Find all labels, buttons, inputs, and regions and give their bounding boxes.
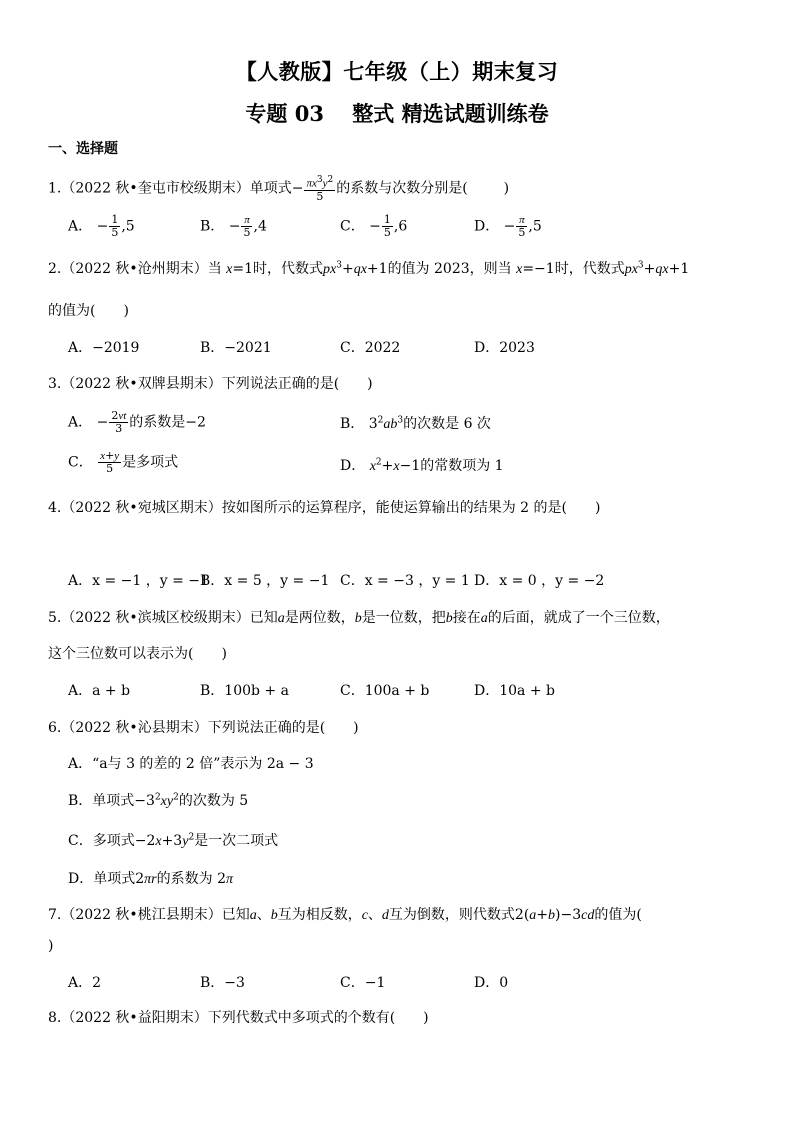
question-5-option-a[interactable]: A．a + b xyxy=(68,683,131,699)
question-2-option-a[interactable]: A．−2019 xyxy=(68,340,140,356)
question-7-option-c[interactable]: C．−1 xyxy=(340,975,386,991)
question-2-line-2: 的值为( ) xyxy=(48,303,129,319)
question-1-option-d[interactable]: D． − $\frac{\pi}{5}$ ,5 xyxy=(474,214,542,239)
question-7-line-2: ) xyxy=(48,938,54,954)
question-3-option-b[interactable]: B． $3^2ab^3$的次数是 6 次 xyxy=(340,415,491,432)
question-4-option-c[interactable]: C．x = −3 ，y = 1 xyxy=(340,573,470,589)
question-6-option-a[interactable]: A．“a与 3 的差的 2 倍”表示为 2a − 3 xyxy=(68,756,314,772)
question-5-option-c[interactable]: C．100a + b xyxy=(340,683,430,699)
question-6-option-b[interactable]: B．单项式$-3^2xy^2$的次数为 5 xyxy=(68,792,249,809)
question-5-option-b[interactable]: B．100b + a xyxy=(200,683,289,699)
question-4: 4.（2022 秋•宛城区期末）按如图所示的运算程序，能使运算输出的结果为 2 的是( ) xyxy=(48,500,601,516)
question-4-option-b[interactable]: B．x = 5 ，y = −1 xyxy=(200,573,330,589)
question-5: 5.（2022 秋•滨城区校级期末）已知a是两位数，b是一位数，把b接在a的后面，就成了一个三位数， xyxy=(48,610,670,626)
question-7-option-a[interactable]: A．2 xyxy=(68,975,102,991)
question-3-option-a[interactable]: A． − $\frac{2vt}{3}$ 的系数是−2 xyxy=(68,409,206,435)
question-5-option-d[interactable]: D．10a + b xyxy=(474,683,555,699)
question-2: 2.（2022 秋•沧州期末）当 x=1时，代数式$px^3+qx+1$的值为 2023，则当 x=−1时，代数式$px^3+qx+1$ xyxy=(48,260,690,277)
question-7-option-d[interactable]: D．0 xyxy=(474,975,509,991)
question-2-option-b[interactable]: B．−2021 xyxy=(200,340,272,356)
question-7: 7.（2022 秋•桃江县期末）已知a、b互为相反数，c、d互为倒数，则代数式2(a+b)−3cd的值为( xyxy=(48,907,642,923)
question-6: 6.（2022 秋•沁县期末）下列说法正确的是( ) xyxy=(48,720,359,736)
question-1-option-c[interactable]: C． − $\frac{1}{5}$ ,6 xyxy=(340,213,408,239)
question-2-option-c[interactable]: C．2022 xyxy=(340,340,401,356)
fraction: $\frac{\pi x^3y^2}{5}$ xyxy=(306,175,334,203)
page-title: 【人教版】七年级（上）期末复习 xyxy=(235,59,559,84)
question-3-option-c[interactable]: C． $\frac{x+y}{5}$ 是多项式 xyxy=(68,449,179,475)
question-6-option-c[interactable]: C．多项式$-2x+3y^2$是一次二项式 xyxy=(68,832,279,849)
question-3: 3.（2022 秋•双牌县期末）下列说法正确的是( ) xyxy=(48,376,373,392)
section-heading: 一、选择题 xyxy=(48,141,118,157)
question-8: 8.（2022 秋•益阳期末）下列代数式中多项式的个数有( ) xyxy=(48,1010,429,1026)
question-5-line-2: 这个三位数可以表示为( ) xyxy=(48,646,227,662)
question-1-option-a[interactable]: A． − $\frac{1}{5}$ ,5 xyxy=(68,213,135,239)
question-2-option-d[interactable]: D．2023 xyxy=(474,340,535,356)
question-1: 1.（2022 秋•奎屯市校级期末）单项式− $\frac{\pi x^3y^2}{5}$ 的系数与次数分别是( ) xyxy=(48,175,510,203)
question-4-option-d[interactable]: D．x = 0 ，y = −2 xyxy=(474,573,605,589)
question-4-option-a[interactable]: A．x = −1 ，y = −1 xyxy=(68,573,209,589)
page-subtitle: 专题 03 整式 精选试题训练卷 xyxy=(245,101,549,126)
question-3-option-d[interactable]: D． $x^2+x-1$的常数项为 1 xyxy=(340,457,504,474)
question-1-option-b[interactable]: B． − $\frac{\pi}{5}$ ,4 xyxy=(200,214,267,239)
question-7-option-b[interactable]: B．−3 xyxy=(200,975,245,991)
question-6-option-d[interactable]: D．单项式2πr的系数为 2π xyxy=(68,871,233,887)
